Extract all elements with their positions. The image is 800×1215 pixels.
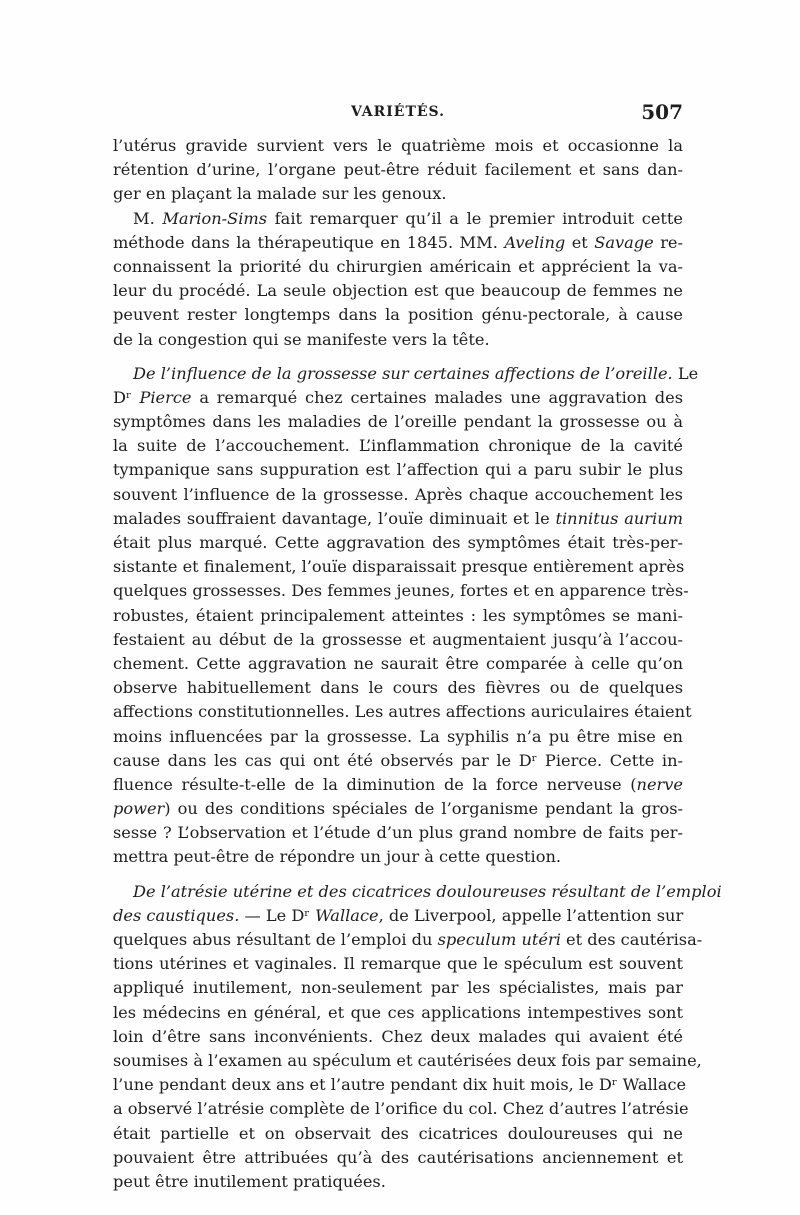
text-line [113,158,683,182]
text-run: peuvent rester longtemps dans la position génu-pectorale, à cause [113,305,683,325]
text-line [113,1049,702,1073]
text-run: l’utérus gravide survient vers le quatrième mois et occasionne la [113,136,683,155]
text-run: la suite de l’accouchement. L’inflammation chronique de la cavité [113,436,683,456]
italic-text: Aveling [504,232,566,252]
text-run: souvent l’influence de la grossesse. Après chaque accouchement les [113,484,683,504]
text-run: tions utérines et vaginales. Il remarque que le spéculum est souvent [113,954,683,974]
text-line [113,328,683,352]
text-line [113,410,683,434]
text-run: re- [653,232,683,252]
text-line [113,303,683,327]
text-run: affections constitutionnelles. Les autres affections auriculaires étaient [113,702,692,722]
text-line [113,976,683,1000]
text-line [113,507,683,531]
text-line [113,182,683,206]
paragraph [113,207,683,352]
italic-text: Wallace [315,905,379,925]
italic-text: speculum utéri [437,930,561,949]
paragraph-gap [113,352,683,362]
text-run: festaient au début de la grossesse et augmentaient jusqu’à l’accou- [113,629,683,649]
text-run: et des cautérisa- [560,930,703,949]
text-run: sesse ? L’observation et l’étude d’un plus grand nombre de faits per- [113,823,683,843]
text-line [113,1097,689,1121]
text-run: a observé l’atrésie complète de l’orifice du col. Chez d’autres l’atrésie [113,1099,689,1119]
text-line [113,845,683,869]
text-run: rétention d’urine, l’organe peut-être réduit facilement et sans dan- [113,160,683,180]
text-run: chement. Cette aggravation ne saurait être comparée à celle qu’on [113,653,683,673]
page-number: 507 [641,100,683,124]
text-line [113,928,703,952]
text-run: fluence résulte-t-elle de la diminution de la force nerveuse ( [113,774,637,794]
text-line [113,773,683,797]
text-run: moins influencées par la grossesse. La syphilis n’a pu être mise en [113,726,683,746]
text-line [113,231,683,255]
text-run: méthode dans la thérapeutique en 1845. MM. [113,232,505,252]
text-run: et [565,232,595,252]
text-line [113,255,683,279]
text-line [113,1001,683,1025]
text-line [113,952,683,976]
italic-text: De l’influence de la grossesse sur certaines affections de l’oreille. [133,363,673,383]
text-run: les médecins en général, et que ces applications intempestives sont [113,1002,683,1022]
text-run: peut être inutilement pratiquées. [113,1171,386,1191]
italic-text: nerve [636,774,683,794]
italic-text: Marion-Sims [162,208,268,228]
text-line [113,1073,687,1097]
text-line [113,904,683,928]
text-run: Dʳ [113,387,140,407]
text-run: de la congestion qui se manifeste vers la tête. [113,329,490,349]
text-run: observe habituellement dans le cours des fièvres ou de quelques [113,678,683,698]
text-line [113,749,683,773]
text-run: l’une pendant deux ans et l’autre pendant dix huit mois, le Dʳ Wallace [113,1075,687,1095]
text-run: était partielle et on observait des cicatrices douloureuses qui ne [113,1123,683,1143]
text-run: robustes, étaient principalement atteintes : les symptômes se mani- [113,605,683,625]
text-run: mettra peut-être de répondre un jour à cette question. [113,847,562,867]
text-run: soumises à l’examen au spéculum et cautérisées deux fois par semaine, [113,1050,702,1070]
paragraph [113,134,683,207]
text-run: symptômes dans les maladies de l’oreille pendant la grossesse ou à [113,412,683,432]
text-run: Le [672,363,699,383]
italic-text: des caustiques. [113,905,240,925]
text-line [113,652,683,676]
text-line [113,458,683,482]
running-title: VARIÉTÉS. [350,104,446,120]
paragraph [113,362,699,870]
text-line [113,628,683,652]
text-run: sistante et finalement, l’ouïe disparaissait presque entièrement après [113,557,685,577]
text-line [113,362,699,386]
text-run: M. [133,208,163,228]
italic-text: tinnitus aurium [555,508,683,528]
text-line [113,797,683,821]
paragraph [113,880,722,1194]
text-line [113,821,683,845]
text-run: a remarqué chez certaines malades une aggravation des [191,387,683,407]
text-line [113,434,683,458]
text-line [113,700,692,724]
text-line [113,386,683,410]
text-line [113,1025,683,1049]
article-body [113,134,722,1194]
text-run: tympanique sans suppuration est l’affection qui a paru subir le plus [113,460,683,480]
text-line [113,279,683,303]
italic-text: power [113,799,165,819]
text-line [113,483,683,507]
italic-text: De l’atrésie utérine et des cicatrices douloureuses résultant de l’emploi [133,881,722,901]
text-run: fait remarquer qu’il a le premier introduit cette [267,208,683,228]
text-line [113,676,683,700]
running-head [113,100,683,124]
text-run: quelques grossesses. Des femmes jeunes, fortes et en apparence très- [113,581,689,601]
italic-text: Pierce [139,387,192,407]
text-run: ) ou des conditions spéciales de l’organisme pendant la gros- [164,799,683,819]
text-line [113,134,683,158]
text-line [113,1170,683,1194]
text-line [113,555,683,579]
text-run: malades souffraient davantage, l’ouïe diminuait et le [113,508,556,528]
text-run: ger en plaçant la malade sur les genoux. [113,184,447,204]
text-line [113,531,683,555]
text-run: était plus marqué. Cette aggravation des symptômes était très-per- [113,533,683,552]
italic-text: Savage [594,232,654,252]
text-line [113,880,722,904]
text-run: , de Liverpool, appelle l’attention sur [378,905,684,925]
text-run: pouvaient être attribuées qu’à des cautérisations anciennement et [113,1147,683,1167]
text-line [113,579,689,603]
text-run: cause dans les cas qui ont été observés par le Dʳ Pierce. Cette in- [113,750,683,770]
text-run: — Le Dʳ [239,905,316,925]
text-run: leur du procédé. La seule objection est que beaucoup de femmes ne [113,281,683,301]
text-line [113,725,683,749]
text-line [113,1122,683,1146]
paragraph-gap [113,870,683,880]
text-line [113,207,683,231]
text-line [113,604,683,628]
text-run: quelques abus résultant de l’emploi du [113,930,438,949]
text-run: appliqué inutilement, non-seulement par les spécialistes, mais par [113,978,683,998]
text-run: connaissent la priorité du chirurgien américain et apprécient la va- [113,256,683,276]
text-run: loin d’être sans inconvénients. Chez deux malades qui avaient été [113,1026,683,1046]
text-line [113,1146,683,1170]
